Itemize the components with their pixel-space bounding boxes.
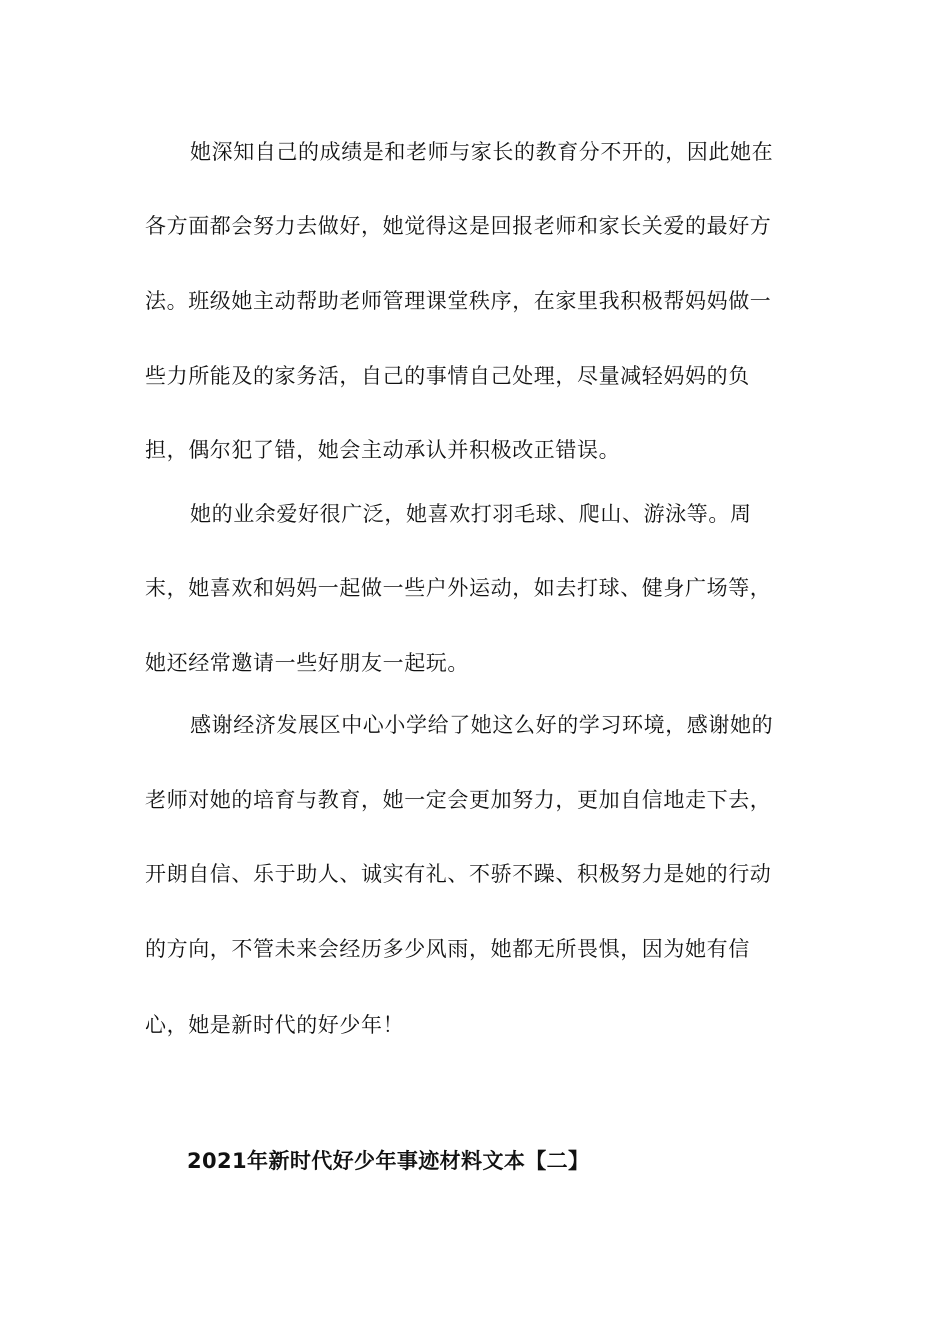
paragraph-line: 担，偶尔犯了错，她会主动承认并积极改正错误。: [145, 438, 621, 462]
paragraph-line: 末，她喜欢和妈妈一起做一些户外运动，如去打球、健身广场等，: [145, 576, 772, 600]
section-heading: 2021年新时代好少年事迹材料文本【二】: [187, 1149, 590, 1173]
paragraph-line: 法。班级她主动帮助老师管理课堂秩序，在家里我积极帮妈妈做一: [145, 289, 772, 313]
paragraph-line: 她还经常邀请一些好朋友一起玩。: [145, 651, 469, 675]
paragraph-line: 老师对她的培育与教育，她一定会更加努力，更加自信地走下去，: [145, 788, 772, 812]
paragraph-line: 心，她是新时代的好少年！: [145, 1013, 405, 1037]
paragraph-line: 各方面都会努力去做好，她觉得这是回报老师和家长关爱的最好方: [145, 214, 772, 238]
paragraph-line: 感谢经济发展区中心小学给了她这么好的学习环境，感谢她的: [190, 713, 774, 737]
paragraph-line: 开朗自信、乐于助人、诚实有礼、不骄不躁、积极努力是她的行动: [145, 862, 772, 886]
paragraph-line: 她的业余爱好很广泛，她喜欢打羽毛球、爬山、游泳等。周: [190, 502, 752, 526]
paragraph-line: 些力所能及的家务活，自己的事情自己处理，尽量减轻妈妈的负: [145, 364, 750, 388]
paragraph-line: 她深知自己的成绩是和老师与家长的教育分不开的，因此她在: [190, 140, 774, 164]
paragraph-line: 的方向，不管未来会经历多少风雨，她都无所畏惧，因为她有信: [145, 937, 750, 961]
